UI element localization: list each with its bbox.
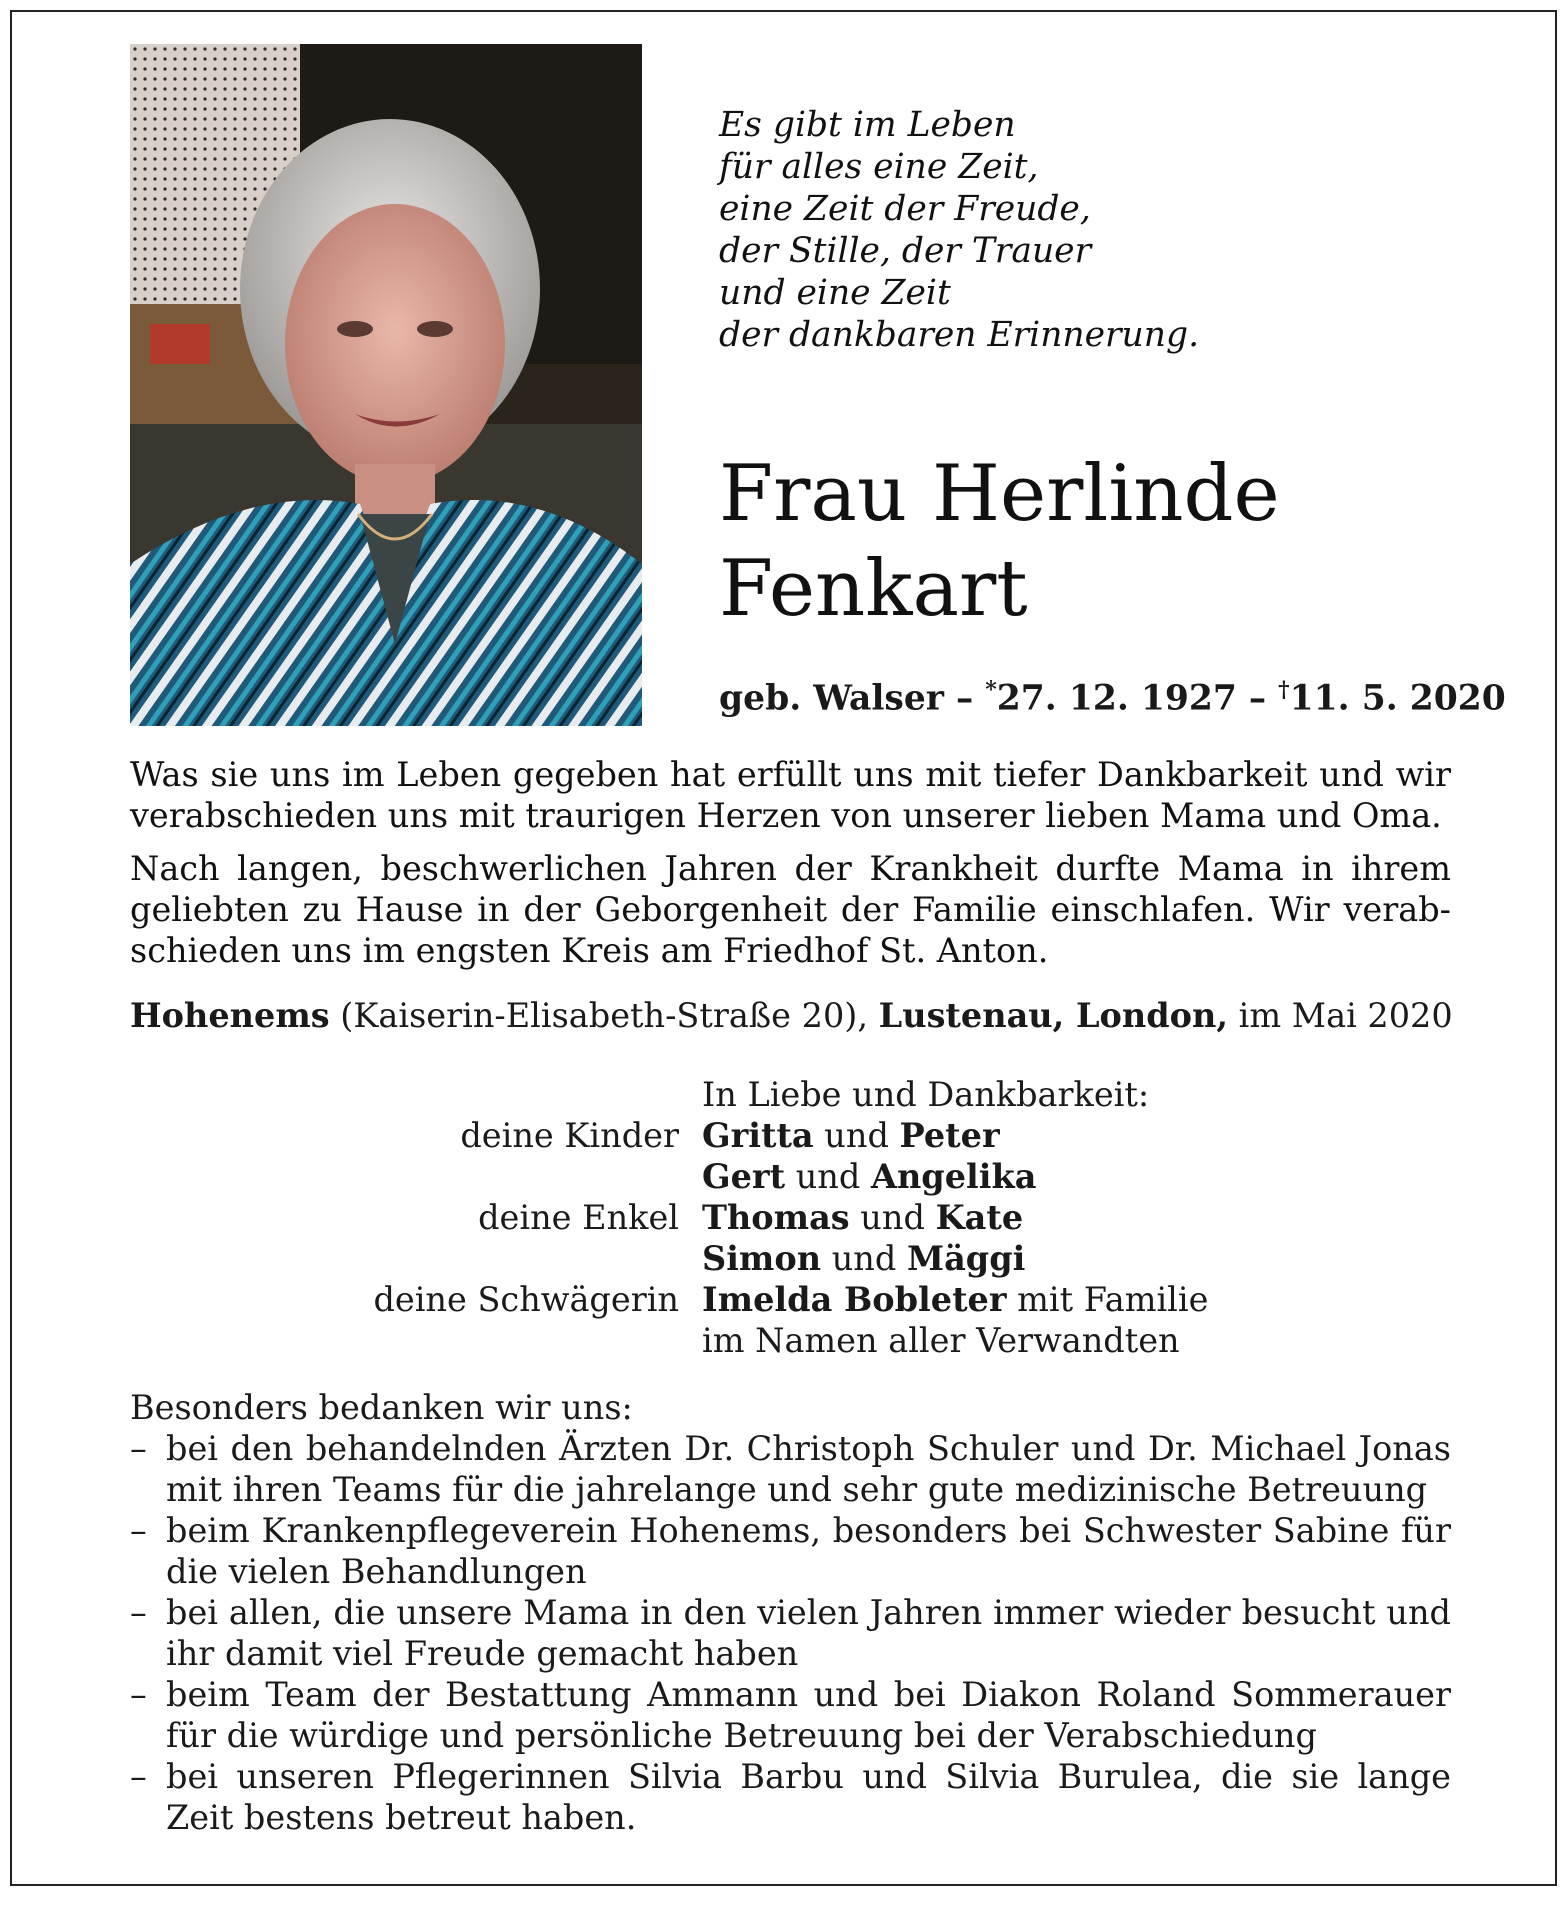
conjunction: und bbox=[813, 1116, 900, 1156]
death-symbol: † bbox=[1278, 677, 1290, 703]
list-item bbox=[130, 1428, 1451, 1510]
deceased-name bbox=[719, 447, 1280, 637]
conjunction: und bbox=[849, 1198, 936, 1238]
thanks-heading: Besonders bedanken wir uns: bbox=[130, 1388, 633, 1427]
portrait-illustration bbox=[130, 44, 642, 726]
family-signatures bbox=[130, 1074, 1451, 1361]
family-name: Angelika bbox=[870, 1157, 1037, 1197]
conjunction: und bbox=[821, 1239, 907, 1279]
family-closing-row bbox=[130, 1320, 1451, 1361]
thanks-item: bei allen, die unsere Mama in den vielen Jahren immer wieder besucht und ihr damit viel Freude gemacht haben bbox=[166, 1593, 1451, 1674]
family-intro: In Liebe und Dankbarkeit: bbox=[702, 1075, 1150, 1114]
paragraph: Was sie uns im Leben gegeben hat erfüllt uns mit tiefer Dankbarkeit und wir verabschieden uns mit traurigen Herzen von unserer lieben Mama und Oma. bbox=[130, 755, 1451, 836]
relation-label: deine Kinder bbox=[460, 1116, 679, 1156]
list-item bbox=[130, 1674, 1451, 1756]
bullet-dash: – bbox=[130, 1675, 147, 1715]
poem-line: Es gibt im Leben bbox=[719, 105, 1016, 145]
relation-label: deine Schwägerin bbox=[373, 1280, 679, 1320]
family-name: Peter bbox=[899, 1116, 1000, 1156]
name-first-line: Frau Herlinde bbox=[719, 449, 1280, 539]
family-row bbox=[130, 1156, 1451, 1197]
poem-line: der dankbaren Erinnerung. bbox=[719, 315, 1200, 356]
family-name: Simon bbox=[702, 1239, 822, 1279]
thanks-item: beim Krankenpflegeverein Hohenems, besonders bei Schwester Sabine für die vielen Behandlungen bbox=[166, 1511, 1451, 1592]
family-intro-row bbox=[130, 1074, 1451, 1115]
memorial-poem bbox=[719, 104, 1199, 356]
family-row bbox=[130, 1197, 1451, 1238]
thanks-list bbox=[130, 1428, 1451, 1838]
address: (Kaiserin-Elisabeth-Straße 20), bbox=[329, 996, 879, 1035]
list-item bbox=[130, 1756, 1451, 1838]
obituary-page bbox=[10, 10, 1557, 1886]
birth-date: 27. 12. 1927 bbox=[996, 678, 1237, 719]
paragraph: Nach langen, beschwerlichen Jahren der Krankheit durfte Mama in ihrem geliebten zu Hause in der Geborgenheit der Familie einschlafen. Wir verabschieden uns im engsten Kreis am Friedhof St. Anton. bbox=[130, 849, 1451, 971]
family-name: Gritta bbox=[702, 1116, 814, 1156]
death-date: 11. 5. 2020 bbox=[1289, 678, 1506, 719]
bullet-dash: – bbox=[130, 1429, 147, 1469]
bullet-dash: – bbox=[130, 1757, 147, 1797]
towns: Lustenau, London, bbox=[878, 996, 1229, 1035]
family-row bbox=[130, 1279, 1451, 1320]
life-dates bbox=[719, 677, 1506, 719]
thanks-item: bei den behandelnden Ärzten Dr. Christoph Schuler und Dr. Michael Jonas mit ihren Teams für die jahrelange und sehr gute medizinische Betreuung bbox=[166, 1429, 1451, 1510]
conjunction: mit Familie bbox=[1006, 1280, 1209, 1320]
dates-dash: – bbox=[956, 678, 974, 719]
family-name: Mäggi bbox=[906, 1239, 1026, 1279]
portrait-photo bbox=[130, 44, 642, 726]
poem-line: eine Zeit der Freude, bbox=[719, 189, 1091, 230]
bullet-dash: – bbox=[130, 1593, 147, 1633]
obituary-text bbox=[130, 754, 1451, 983]
poem-line: für alles eine Zeit, bbox=[719, 147, 1039, 188]
poem-line: der Stille, der Trauer bbox=[719, 231, 1092, 272]
date-line: im Mai 2020 bbox=[1228, 996, 1453, 1035]
list-item bbox=[130, 1592, 1451, 1674]
town-hohenems: Hohenems bbox=[130, 996, 330, 1035]
family-row bbox=[130, 1115, 1451, 1156]
relation-label bbox=[130, 1156, 702, 1197]
family-name: Kate bbox=[935, 1198, 1024, 1238]
list-item bbox=[130, 1510, 1451, 1592]
family-name: Thomas bbox=[702, 1198, 850, 1238]
acknowledgements bbox=[130, 1387, 1451, 1838]
relation-label: deine Enkel bbox=[478, 1198, 679, 1238]
family-closing: im Namen aller Verwandten bbox=[702, 1321, 1180, 1361]
poem-line: und eine Zeit bbox=[719, 273, 951, 314]
family-name: Gert bbox=[702, 1157, 786, 1197]
maiden-name: geb. Walser bbox=[719, 678, 944, 719]
birth-symbol: * bbox=[985, 677, 997, 703]
dates-dash: – bbox=[1248, 678, 1267, 719]
thanks-item: bei unseren Pflegerinnen Silvia Barbu und Silvia Burulea, die sie lange Zeit bestens betreut haben. bbox=[166, 1757, 1451, 1838]
location-line bbox=[130, 996, 1453, 1035]
family-name: Imelda Bobleter bbox=[702, 1280, 1007, 1320]
conjunction: und bbox=[785, 1157, 871, 1197]
relation-label bbox=[130, 1238, 702, 1279]
thanks-item: beim Team der Bestattung Ammann und bei Diakon Roland Sommerauer für die würdige und persönliche Betreuung bei der Verabschiedung bbox=[166, 1675, 1451, 1756]
name-surname: Fenkart bbox=[719, 544, 1028, 635]
bullet-dash: – bbox=[130, 1511, 147, 1551]
family-row bbox=[130, 1238, 1451, 1279]
